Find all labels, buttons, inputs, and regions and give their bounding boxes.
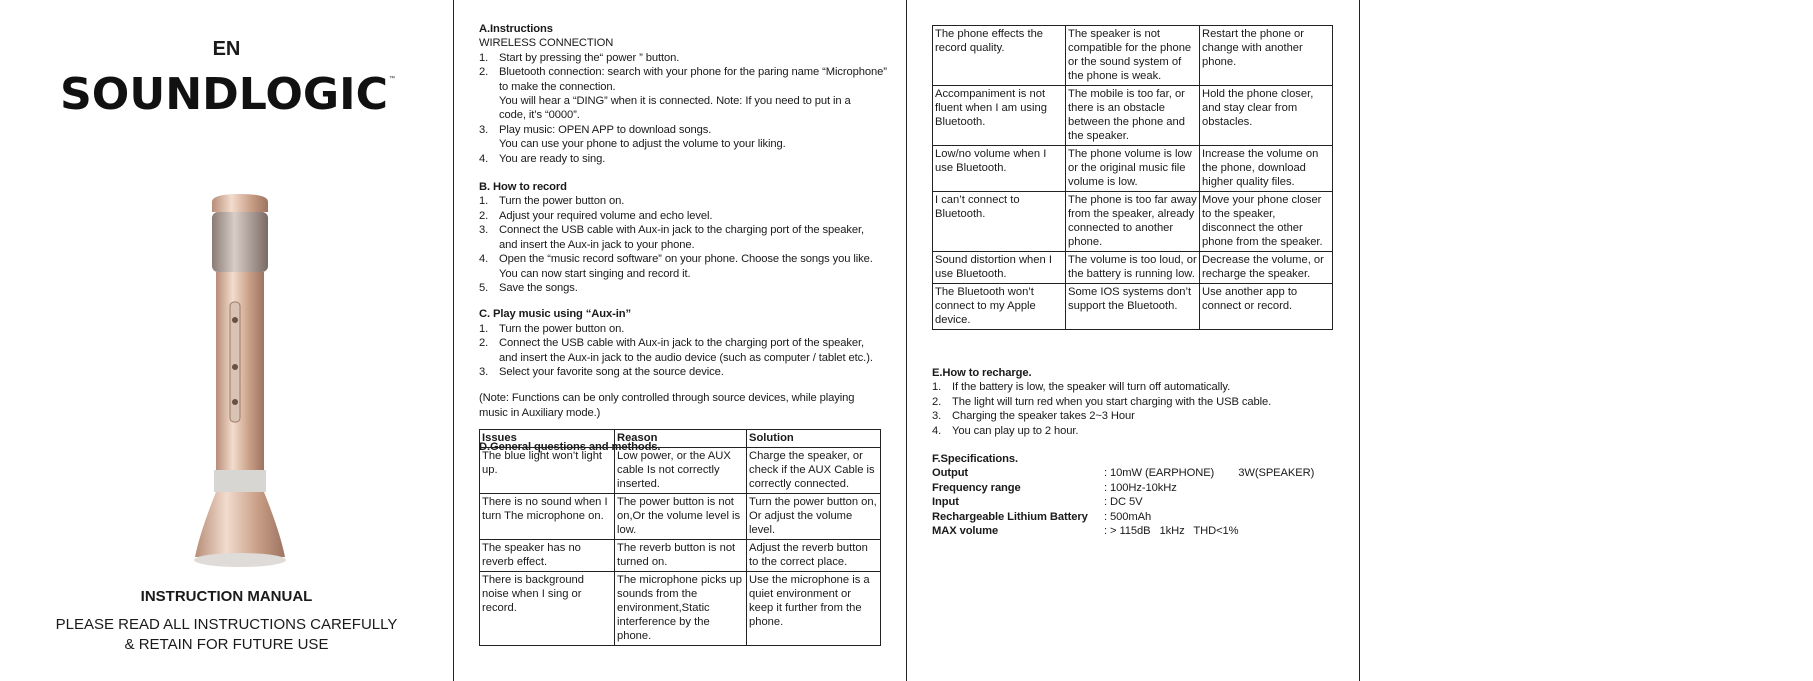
issue-cell: The speaker has no reverb effect.	[480, 540, 615, 572]
solution-cell: Hold the phone closer, and stay clear from obstacles.	[1200, 86, 1333, 146]
item-number: 1.	[479, 195, 489, 208]
item-line: You will hear a “DING” when it is connected. Note: If you need to put in a	[499, 95, 851, 108]
list-item	[479, 223, 899, 252]
spec-value: : > 115dB 1kHz THD<1%	[1104, 525, 1239, 538]
section-f-title: F.Specifications.	[932, 453, 1018, 466]
reason-cell: Low power, or the AUX cable Is not correctly inserted.	[615, 448, 747, 494]
issue-cell: I can’t connect to Bluetooth.	[933, 192, 1066, 252]
table-row	[480, 540, 881, 572]
reason-cell: Some IOS systems don’t support the Bluetooth.	[1066, 284, 1200, 330]
spec-label: Input	[932, 496, 959, 509]
item-number: 1.	[932, 381, 942, 394]
table-row	[933, 252, 1333, 284]
spec-value: : 500mAh	[1104, 510, 1152, 523]
section-e-title: E.How to recharge.	[932, 367, 1032, 379]
spec-value: : 100Hz-10kHz	[1104, 481, 1177, 494]
manual-title: INSTRUCTION MANUAL	[140, 588, 313, 605]
section-a-list	[479, 51, 899, 166]
trademark: ™	[389, 76, 395, 82]
item-line: and insert the Aux-in jack to your phone.	[499, 238, 695, 251]
recharge-and-specs	[932, 366, 1352, 538]
soundlogic-logo-icon	[60, 72, 390, 112]
item-line: and insert the Aux-in jack to the audio device (such as computer / tablet etc.).	[499, 351, 873, 364]
section-c-note-line-2: music in Auxiliary mode.)	[479, 406, 601, 419]
list-item	[932, 424, 1352, 438]
section-b-title: B. How to record	[479, 181, 567, 194]
item-line: You are ready to sing.	[499, 152, 606, 165]
product-image	[190, 192, 290, 577]
section-c-title: C. Play music using “Aux-in”	[479, 308, 631, 321]
issue-cell: The phone effects the record quality.	[933, 26, 1066, 86]
spec-row	[932, 481, 1352, 495]
item-number: 1.	[479, 51, 489, 64]
item-line: Play music: OPEN APP to download songs.	[499, 123, 712, 136]
solution-cell: Turn the power button on, Or adjust the volume level.	[747, 494, 881, 540]
solution-cell: Move your phone closer to the speaker, disconnect the other phone from the speaker.	[1200, 192, 1333, 252]
reason-cell: The mobile is too far, or there is an obstacle between the phone and the speaker.	[1066, 86, 1200, 146]
reason-cell: The speaker is not compatible for the phone or the sound system of the phone is weak.	[1066, 26, 1200, 86]
specifications-list	[932, 466, 1352, 538]
reason-cell: The phone is too far away from the speaker, already connected to another phone.	[1066, 192, 1200, 252]
item-number: 5.	[479, 281, 489, 294]
spec-value: : 10mW (EARPHONE) 3W(SPEAKER)	[1104, 467, 1315, 480]
item-line: Adjust your required volume and echo level.	[499, 209, 713, 222]
issue-cell: The Bluetooth won’t connect to my Apple device.	[933, 284, 1066, 330]
table-row	[480, 572, 881, 646]
item-number: 2.	[479, 337, 489, 350]
list-item	[932, 395, 1352, 409]
solution-cell: Use the microphone is a quiet environment or keep it further from the phone.	[747, 572, 881, 646]
section-a-title: A.Instructions	[479, 23, 553, 35]
section-e-list	[932, 380, 1352, 438]
table-row	[933, 26, 1333, 86]
spec-label: Rechargeable Lithium Battery	[932, 510, 1088, 523]
list-item	[932, 380, 1352, 394]
panel-divider	[453, 0, 454, 681]
notice-line-1: PLEASE READ ALL INSTRUCTIONS CAREFULLY	[55, 616, 398, 633]
issue-cell: Sound distortion when I use Bluetooth.	[933, 252, 1066, 284]
item-number: 1.	[479, 322, 489, 335]
issue-cell: There is background noise when I sing or record.	[480, 572, 615, 646]
list-item	[479, 194, 899, 208]
spec-row	[932, 466, 1352, 480]
spec-label: Frequency range	[932, 481, 1021, 494]
item-line: Select your favorite song at the source device.	[499, 365, 724, 378]
item-line: If the battery is low, the speaker will turn off automatically.	[952, 381, 1231, 394]
item-number: 3.	[479, 224, 489, 237]
troubleshooting-table-continued	[932, 25, 1333, 330]
list-item	[479, 281, 899, 295]
header-issues: Issues	[480, 430, 615, 448]
panel-divider	[906, 0, 907, 681]
section-d-title: D.General questions and methods.	[479, 441, 661, 454]
item-line: You can now start singing and record it.	[499, 267, 691, 280]
issue-cell: There is no sound when I turn The microphone on.	[480, 494, 615, 540]
list-item	[479, 209, 899, 223]
solution-cell: Restart the phone or change with another phone.	[1200, 26, 1333, 86]
reason-cell: The power button is not on,Or the volume level is low.	[615, 494, 747, 540]
item-line: The light will turn red when you start charging with the USB cable.	[952, 395, 1272, 408]
spec-label: MAX volume	[932, 525, 999, 538]
table-row	[933, 146, 1333, 192]
item-line: Save the songs.	[499, 281, 578, 294]
section-c-list	[479, 322, 899, 380]
table-header-row	[480, 430, 881, 448]
table-row	[933, 284, 1333, 330]
spec-value: : DC 5V	[1104, 496, 1143, 509]
troubleshooting-table	[479, 429, 881, 646]
spec-label: Output	[932, 467, 969, 480]
item-line: Connect the USB cable with Aux-in jack to the charging port of the speaker,	[499, 224, 865, 237]
item-number: 2.	[479, 66, 489, 79]
issue-cell: Low/no volume when I use Bluetooth.	[933, 146, 1066, 192]
item-line: You can use your phone to adjust the volume to your liking.	[499, 138, 786, 151]
reason-cell: The phone volume is low or the original music file volume is low.	[1066, 146, 1200, 192]
list-item	[479, 65, 899, 123]
item-line: Bluetooth connection: search with your phone for the paring name “Microphone”	[499, 66, 887, 79]
item-number: 4.	[479, 253, 489, 266]
spec-row	[932, 495, 1352, 509]
item-line: Connect the USB cable with Aux-in jack to the charging port of the speaker,	[499, 337, 865, 350]
reason-cell: The reverb button is not turned on.	[615, 540, 747, 572]
section-c-note-line-1: (Note: Functions can be only controlled through source devices, while playing	[479, 392, 855, 405]
item-number: 3.	[932, 410, 942, 423]
reason-cell: The microphone picks up sounds from the environment,Static interference by the phone.	[615, 572, 747, 646]
solution-cell: Decrease the volume, or recharge the speaker.	[1200, 252, 1333, 284]
item-line: Charging the speaker takes 2~3 Hour	[952, 410, 1135, 423]
issue-cell: The blue light won’t light up.	[480, 448, 615, 494]
list-item	[479, 322, 899, 336]
solution-cell: Adjust the reverb button to the correct place.	[747, 540, 881, 572]
list-item	[479, 51, 899, 65]
item-line: Turn the power button on.	[499, 322, 625, 335]
section-a-subtitle: WIRELESS CONNECTION	[479, 37, 614, 50]
list-item	[932, 409, 1352, 423]
table-row	[933, 192, 1333, 252]
brand-logo	[60, 72, 390, 112]
table-row	[480, 494, 881, 540]
header-reason: Reason	[615, 430, 747, 448]
item-line: Open the “music record software” on your phone. Choose the songs you like.	[499, 253, 873, 266]
language-label: EN	[212, 38, 241, 60]
instructions-column	[479, 22, 899, 455]
solution-cell: Use another app to connect or record.	[1200, 284, 1333, 330]
list-item	[479, 152, 899, 166]
section-b-list	[479, 194, 899, 295]
table-row	[480, 448, 881, 494]
item-number: 4.	[479, 152, 489, 165]
item-number: 3.	[479, 365, 489, 378]
item-line: You can play up to 2 hour.	[952, 424, 1079, 437]
item-number: 3.	[479, 123, 489, 136]
list-item	[479, 365, 899, 379]
brand-name: SOUNDLOGIC	[60, 72, 388, 112]
solution-cell: Increase the volume on the phone, download higher quality files.	[1200, 146, 1333, 192]
item-line: Start by pressing the“ power ” button.	[499, 51, 680, 64]
table-row	[933, 86, 1333, 146]
list-item	[479, 252, 899, 281]
item-line: Turn the power button on.	[499, 195, 625, 208]
solution-cell: Charge the speaker, or check if the AUX Cable is correctly connected.	[747, 448, 881, 494]
list-item	[479, 123, 899, 152]
header-solution: Solution	[747, 430, 881, 448]
item-number: 4.	[932, 424, 942, 437]
notice-line-2: & RETAIN FOR FUTURE USE	[124, 636, 329, 653]
spec-row	[932, 524, 1352, 538]
reason-cell: The volume is too loud, or the battery is running low.	[1066, 252, 1200, 284]
panel-divider	[1359, 0, 1360, 681]
item-line: code, it’s “0000”.	[499, 109, 580, 122]
issue-cell: Accompaniment is not fluent when I am using Bluetooth.	[933, 86, 1066, 146]
microphone-image-icon	[190, 192, 290, 572]
list-item	[479, 336, 899, 365]
item-number: 2.	[479, 209, 489, 222]
item-line: to make the connection.	[499, 80, 616, 93]
spec-row	[932, 510, 1352, 524]
item-number: 2.	[932, 395, 942, 408]
